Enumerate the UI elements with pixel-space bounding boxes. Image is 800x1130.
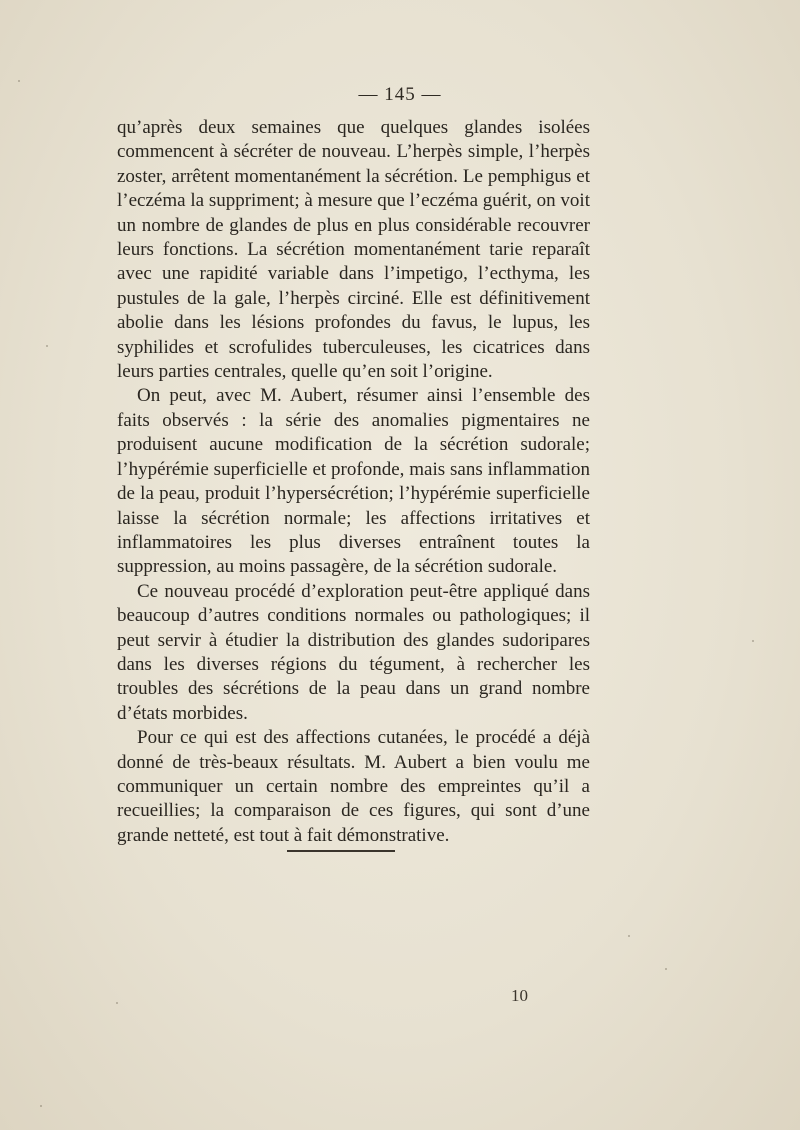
paragraph-1: qu’après deux semaines que quelques glandes isolées commencent à sécréter de nouveau. L’herpès simple, l’herpès zoster, arrêtent momentanément la sécrétion. Le pemphigus et l’eczéma la suppriment; à mesure que l’eczéma guérit, on voit un nombre de glandes de plus en plus considérable recouvrer leurs fonctions. La sécrétion momentanément tarie reparaît avec une rapidité variable dans l’impetigo, l’ecthyma, les pustules de la gale, l’herpès circiné. Elle est définitivement abolie dans les lésions profondes du favus, le lupus, les syphilides et scrofulides tuberculeuses, les cicatrices dans leurs parties centrales, quelle qu’en soit l’origine.	[117, 117, 590, 383]
body-text	[117, 116, 590, 848]
paper-speck	[628, 935, 630, 937]
paper-speck	[46, 345, 48, 347]
paragraph-2: On peut, avec M. Aubert, résumer ainsi l’ensemble des faits observés : la série des anomalies pigmentaires ne produisent aucune modification de la sécrétion sudorale; l’hypérémie superficielle et profonde, mais sans inflammation de la peau, produit l’hypersécrétion; l’hypérémie superficielle laisse la sécrétion normale; les affections irritatives et inflammatoires les plus diverses entraînent toutes la suppression, au moins passagère, de la sécrétion sudorale.	[117, 385, 590, 578]
page-number: — 145 —	[358, 84, 442, 105]
section-rule	[287, 850, 395, 852]
paper-speck	[116, 1002, 118, 1004]
signature-mark: 10	[511, 986, 528, 1005]
paragraph-4: Pour ce qui est des affections cutanées, le procédé a déjà donné de très-beaux résultats. M. Aubert a bien voulu me communiquer un certain nombre des empreintes qu’il a recueillies; la comparaison de ces figures, qui sont d’une grande netteté, est tout à fait démonstrative.	[117, 727, 590, 846]
paragraph-3: Ce nouveau procédé d’exploration peut-être appliqué dans beaucoup d’autres conditions normales ou pathologiques; il peut servir à étudier la distribution des glandes sudoripares dans les diverses régions du tégument, à rechercher les troubles des sécrétions de la peau dans un grand nombre d’états morbides.	[117, 580, 590, 724]
paper-speck	[40, 1105, 42, 1107]
paper-speck	[752, 640, 754, 642]
paper-speck	[665, 968, 667, 970]
paper-speck	[18, 80, 20, 82]
